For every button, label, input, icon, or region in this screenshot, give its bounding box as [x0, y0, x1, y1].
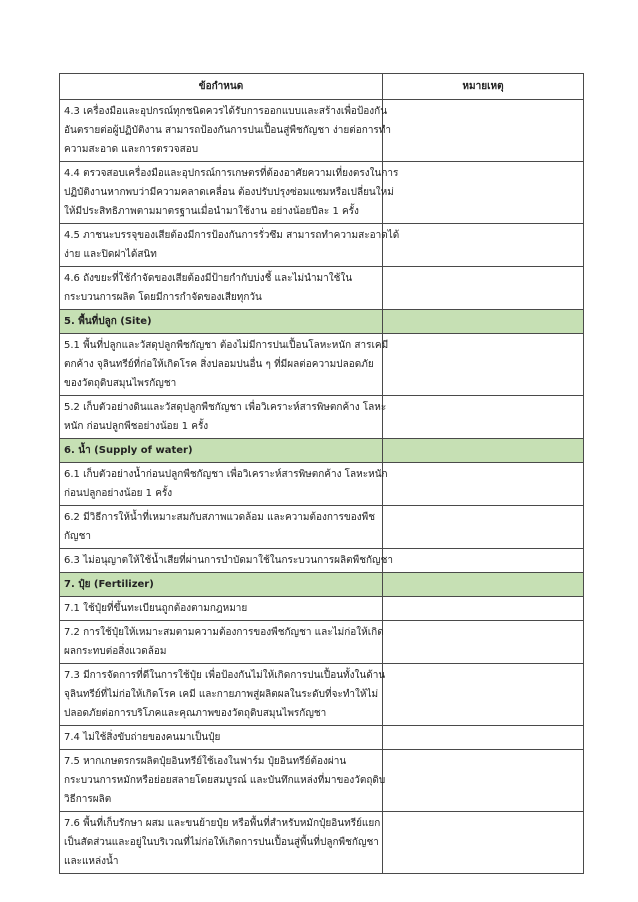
remark-cell: [383, 463, 584, 506]
section-title-cell: [60, 573, 383, 597]
table-body: [60, 100, 584, 874]
requirement-text-line: ของวัตถุดิบสมุนไพรกัญชา: [64, 378, 177, 389]
requirement-text-line: 7.2 การใช้ปุ๋ยให้เหมาะสมตามความต้องการของพืชกัญชา และไม่ก่อให้เกิด: [64, 627, 384, 638]
requirement-cell: [60, 549, 393, 573]
table-row: [60, 750, 584, 812]
remark-cell: [383, 267, 584, 310]
requirement-text-line: ผลกระทบต่อสิ่งแวดล้อม: [64, 646, 167, 657]
requirement-text-line: อันตรายต่อผู้ปฏิบัติงาน สามารถป้องกันการปนเปื้อนสู่พืชกัญชา ง่ายต่อการทำ: [64, 125, 392, 136]
requirement-text-line: 7.4 ไม่ใช้สิ่งขับถ่ายของคนมาเป็นปุ๋ย: [64, 732, 221, 743]
requirement-text-line: ปฏิบัติงานหากพบว่ามีความคลาดเคลื่อน ต้องปรับปรุงซ่อมแซมหรือเปลี่ยนใหม่: [64, 187, 394, 198]
remark-cell: [383, 506, 584, 549]
requirement-text-line: วิธีการผลิต: [64, 794, 112, 805]
requirement-text-line: ปลอดภัยต่อการบริโภคและคุณภาพของวัตถุดิบสมุนไพรกัญชา: [64, 708, 327, 719]
requirement-text-line: 4.4 ตรวจสอบเครื่องมือและอุปกรณ์การเกษตรที่ต้องอาศัยความเที่ยงตรงในการ: [64, 168, 399, 179]
requirement-cell: [60, 224, 400, 267]
requirement-cell: [60, 100, 392, 162]
table-row: [60, 100, 584, 162]
requirement-cell: [60, 726, 383, 750]
requirement-text-line: กัญชา: [64, 531, 91, 542]
remark-cell: [383, 621, 584, 664]
requirement-cell: [60, 664, 386, 726]
table-row: [60, 224, 584, 267]
requirement-cell: [60, 463, 388, 506]
remark-cell: [383, 439, 584, 463]
section-title: 6. น้ำ (Supply of water): [64, 445, 193, 456]
requirement-cell: [60, 597, 383, 621]
requirement-text-line: 6.2 มีวิธีการให้น้ำที่เหมาะสมกับสภาพแวดล้อม และความต้องการของพืช: [64, 512, 375, 523]
table-row: [60, 621, 584, 664]
requirement-text-line: เป็นสัดส่วนและอยู่ในบริเวณที่ไม่ก่อให้เกิดการปนเปื้อนสู่พื้นที่ปลูกพืชกัญชา: [64, 837, 379, 848]
table-row: [60, 664, 584, 726]
requirement-text-line: ก่อนปลูกอย่างน้อย 1 ครั้ง: [64, 488, 173, 499]
requirement-text-line: 4.6 ถังขยะที่ใช้กำจัดของเสียต้องมีป้ายกำกับบ่งชี้ และไม่นำมาใช้ใน: [64, 273, 353, 284]
table-row: [60, 549, 584, 573]
requirement-text-line: 4.5 ภาชนะบรรจุของเสียต้องมีการป้องกันการรั่วซึม สามารถทำความสะอาดได้: [64, 230, 400, 241]
requirement-text-line: ความสะอาด และการตรวจสอบ: [64, 144, 199, 155]
remark-cell: [383, 726, 584, 750]
remark-cell: [383, 812, 584, 874]
header-requirement: ข้อกำหนด: [60, 74, 383, 100]
remark-cell: [383, 396, 584, 439]
requirement-text-line: และแหล่งน้ำ: [64, 856, 119, 867]
table-row: [60, 463, 584, 506]
requirements-table: [59, 73, 584, 874]
requirement-text-line: 5.2 เก็บตัวอย่างดินและวัสดุปลูกพืชกัญชา เพื่อวิเคราะห์สารพิษตกค้าง โลหะ: [64, 402, 387, 413]
section-row: [60, 439, 584, 463]
remark-cell: [383, 224, 584, 267]
requirement-text-line: ง่าย และปิดฝาได้สนิท: [64, 249, 157, 260]
remark-cell: [383, 549, 584, 573]
requirement-text-line: กระบวนการผลิต โดยมีการกำจัดของเสียทุกวัน: [64, 292, 262, 303]
table-row: [60, 812, 584, 874]
requirement-cell: [60, 750, 386, 812]
requirement-cell: [60, 334, 389, 396]
requirement-text-line: ตกค้าง จุลินทรีย์ที่ก่อให้เกิดโรค สิ่งปลอมปนอื่น ๆ ที่มีผลต่อความปลอดภัย: [64, 359, 374, 370]
table-header-row: [60, 74, 584, 100]
requirement-text-line: กระบวนการหมักหรือย่อยสลายโดยสมบูรณ์ และบันทึกแหล่งที่มาของวัตถุดิบ: [64, 775, 386, 786]
remark-cell: [383, 334, 584, 396]
requirement-text-line: 5.1 พื้นที่ปลูกและวัสดุปลูกพืชกัญชา ต้องไม่มีการปนเปื้อนโลหะหนัก สารเคมี: [64, 340, 389, 351]
section-title: 5. พื้นที่ปลูก (Site): [64, 316, 152, 327]
requirement-text-line: จุลินทรีย์ที่ไม่ก่อให้เกิดโรค เคมี และกายภาพสู่ผลิตผลในระดับที่จะทำให้ไม่: [64, 689, 379, 700]
table-row: [60, 506, 584, 549]
section-title-cell: [60, 439, 383, 463]
requirement-cell: [60, 812, 383, 874]
remark-cell: [383, 597, 584, 621]
remark-cell: [383, 162, 584, 224]
remark-cell: [383, 750, 584, 812]
table-row: [60, 267, 584, 310]
remark-cell: [383, 310, 584, 334]
requirement-text-line: 7.5 หากเกษตรกรผลิตปุ๋ยอินทรีย์ใช้เองในฟาร์ม ปุ๋ยอินทรีย์ต้องผ่าน: [64, 756, 347, 767]
requirement-text-line: 4.3 เครื่องมือและอุปกรณ์ทุกชนิดควรได้รับการออกแบบและสร้างเพื่อป้องกัน: [64, 106, 388, 117]
remark-cell: [383, 100, 584, 162]
requirement-text-line: 7.1 ใช้ปุ๋ยที่ขึ้นทะเบียนถูกต้องตามกฎหมาย: [64, 603, 248, 614]
remark-cell: [383, 664, 584, 726]
table-row: [60, 334, 584, 396]
requirement-cell: [60, 267, 383, 310]
remark-cell: [383, 573, 584, 597]
requirement-cell: [60, 396, 387, 439]
section-title: 7. ปุ๋ย (Fertilizer): [64, 579, 154, 590]
requirement-text-line: ให้มีประสิทธิภาพตามมาตรฐานเมื่อนำมาใช้งาน อย่างน้อยปีละ 1 ครั้ง: [64, 206, 359, 217]
table-row: [60, 162, 584, 224]
table-row: [60, 726, 584, 750]
requirement-text-line: หนัก ก่อนปลูกพืชอย่างน้อย 1 ครั้ง: [64, 421, 209, 432]
requirement-cell: [60, 162, 399, 224]
section-title-cell: [60, 310, 383, 334]
requirement-cell: [60, 506, 383, 549]
section-row: [60, 573, 584, 597]
header-remark: หมายเหตุ: [383, 74, 584, 100]
requirement-text-line: 7.3 มีการจัดการที่ดีในการใช้ปุ๋ย เพื่อป้องกันไม่ให้เกิดการปนเปื้อนทั้งในด้าน: [64, 670, 386, 681]
requirement-text-line: 6.1 เก็บตัวอย่างน้ำก่อนปลูกพืชกัญชา เพื่อวิเคราะห์สารพิษตกค้าง โลหะหนัก: [64, 469, 388, 480]
requirement-text-line: 7.6 พื้นที่เก็บรักษา ผสม และขนย้ายปุ๋ย หรือพื้นที่สำหรับหมักปุ๋ยอินทรีย์แยก: [64, 818, 381, 829]
table-row: [60, 396, 584, 439]
requirement-text-line: 6.3 ไม่อนุญาตให้ใช้น้ำเสียที่ผ่านการบำบัดมาใช้ในกระบวนการผลิตพืชกัญชา: [64, 555, 393, 566]
section-row: [60, 310, 584, 334]
table-row: [60, 597, 584, 621]
requirement-cell: [60, 621, 383, 664]
